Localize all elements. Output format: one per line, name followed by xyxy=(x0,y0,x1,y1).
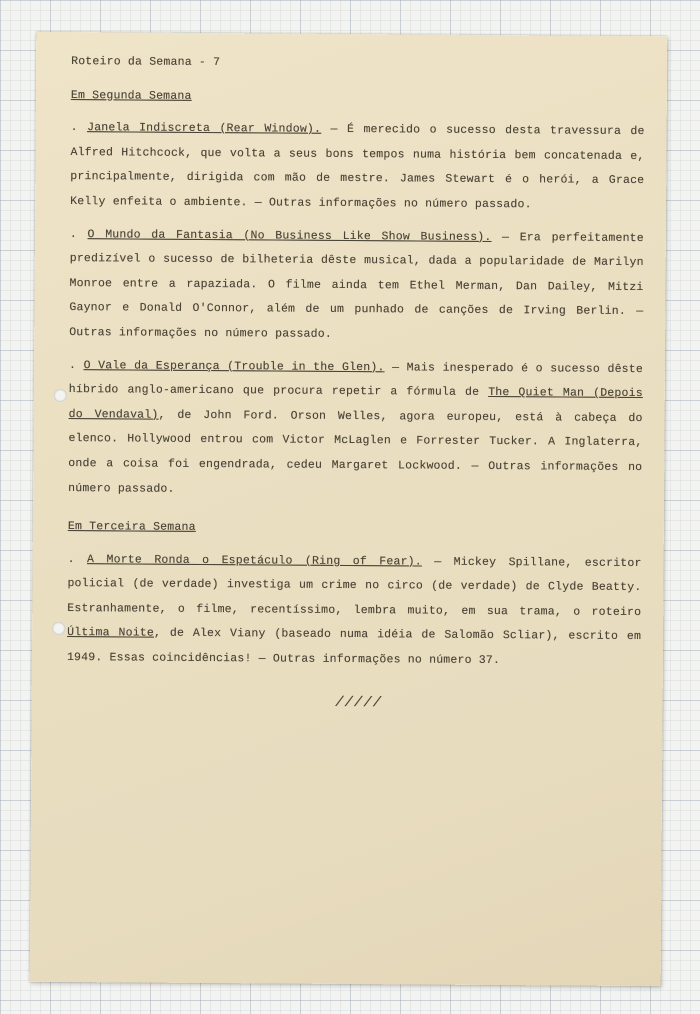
film-entry: . Janela Indiscreta (Rear Window). — É merecido o sucesso desta travessura de Alfred Hitchcock, que volta a seus bons tempos numa história bem concatenada e, principalmente, dirigida com mão de mestre. James Stewart é o herói, a Grace Kelly enfeita o ambiente. — Outras informações no número passado. xyxy=(70,121,645,212)
film-title: O Mundo da Fantasia (No Business Like Show Business). xyxy=(87,227,492,244)
film-entry: . A Morte Ronda o Espetáculo (Ring of Fear). — Mickey Spillane, escritor policial (de verdade) investiga um crime no circo (de verdade) de Clyde Beatty. Estranhamente, o filme, recentíssimo, lembra muito, em sua trama, o roteiro Última Noite, de Alex Viany (baseado numa idéia de Salomão Scliar), escrito em 1949. Essas coincidências! — Outras informações no número 37. xyxy=(66,552,642,668)
film-reference: Última Noite xyxy=(67,626,155,641)
film-entry: . O Vale da Esperança (Trouble in the Glen). — Mais inesperado é o sucesso dêste híbrido anglo-americano que procura repetir a fórmula de The Quiet Man (Depois do Vendaval), de John Ford. Orson Welles, agora europeu, está à cabeça do elenco. Hollywood entrou com Victor McLaglen e Forrester Tucker. A Inglaterra, onde a coisa foi engendrada, cedeu Margaret Lockwood. — Outras informações no número passado. xyxy=(68,358,644,496)
punch-hole xyxy=(54,389,67,402)
film-entry: . O Mundo da Fantasia (No Business Like Show Business). — Era perfeitamente predizível o sucesso de bilheteria dêste musical, dada a popularidade de Marilyn Monroe entre a rapaziada. O filme ainda tem Ethel Merman, Dan Dailey, Mitzi Gaynor e Donald O'Connor, além de um punhado de canções de Irving Berlin. — Outras informações no número passado. xyxy=(69,227,644,341)
end-mark: ///// xyxy=(335,694,383,711)
film-description: — É merecido o sucesso desta travessura de Alfred Hitchcock, que volta a seus bons tempos numa história bem concatenada e, principalmente, dirigida com mão de mestre. James Stewart é o herói, a Grace Kelly enfeita o ambiente. — Outras informações no número passado. xyxy=(70,122,645,212)
page-header: Roteiro da Semana - 7 xyxy=(71,55,221,70)
film-description: , de Alex Viany (baseado numa idéia de Salomão Scliar), escrito em 1949. Essas coincidências! — Outras informações no número 37. xyxy=(66,627,642,668)
film-description: — Mais inesperado é o sucesso dêste híbrido anglo-americano que procura repetir a fórmula de xyxy=(68,360,644,400)
punch-hole xyxy=(52,622,65,635)
film-title: Janela Indiscreta (Rear Window). xyxy=(87,121,322,136)
typewritten-page xyxy=(30,32,668,986)
film-title: O Vale da Esperança (Trouble in the Glen). xyxy=(83,358,385,374)
page-text xyxy=(67,50,646,717)
film-reference: The Quiet Man (Depois do Vendaval) xyxy=(68,386,643,422)
section-title: Em Segunda Semana xyxy=(70,88,192,103)
section-title: Em Terceira Semana xyxy=(67,520,196,535)
film-description: — Mickey Spillane, escritor policial (de verdade) investiga um crime no circo (de verdade) de Clyde Beatty. Estranhamente, o filme, recentíssimo, lembra muito, em sua trama, o roteiro xyxy=(67,555,642,619)
film-description: , de John Ford. Orson Welles, agora europeu, está à cabeça do elenco. Hollywood entrou com Victor McLaglen e Forrester Tucker. A Inglaterra, onde a coisa foi engendrada, cedeu Margaret Lockwood. — Outras informações no número passado. xyxy=(68,408,643,496)
film-title: A Morte Ronda o Espetáculo (Ring of Fear). xyxy=(87,552,422,569)
film-description: — Era perfeitamente predizível o sucesso de bilheteria dêste musical, dada a popularidade de Marilyn Monroe entre a rapaziada. O filme ainda tem Ethel Merman, Dan Dailey, Mitzi Gaynor e Donald O'Connor, além de um punhado de canções de Irving Berlin. — Outras informações no número passado. xyxy=(69,230,644,341)
